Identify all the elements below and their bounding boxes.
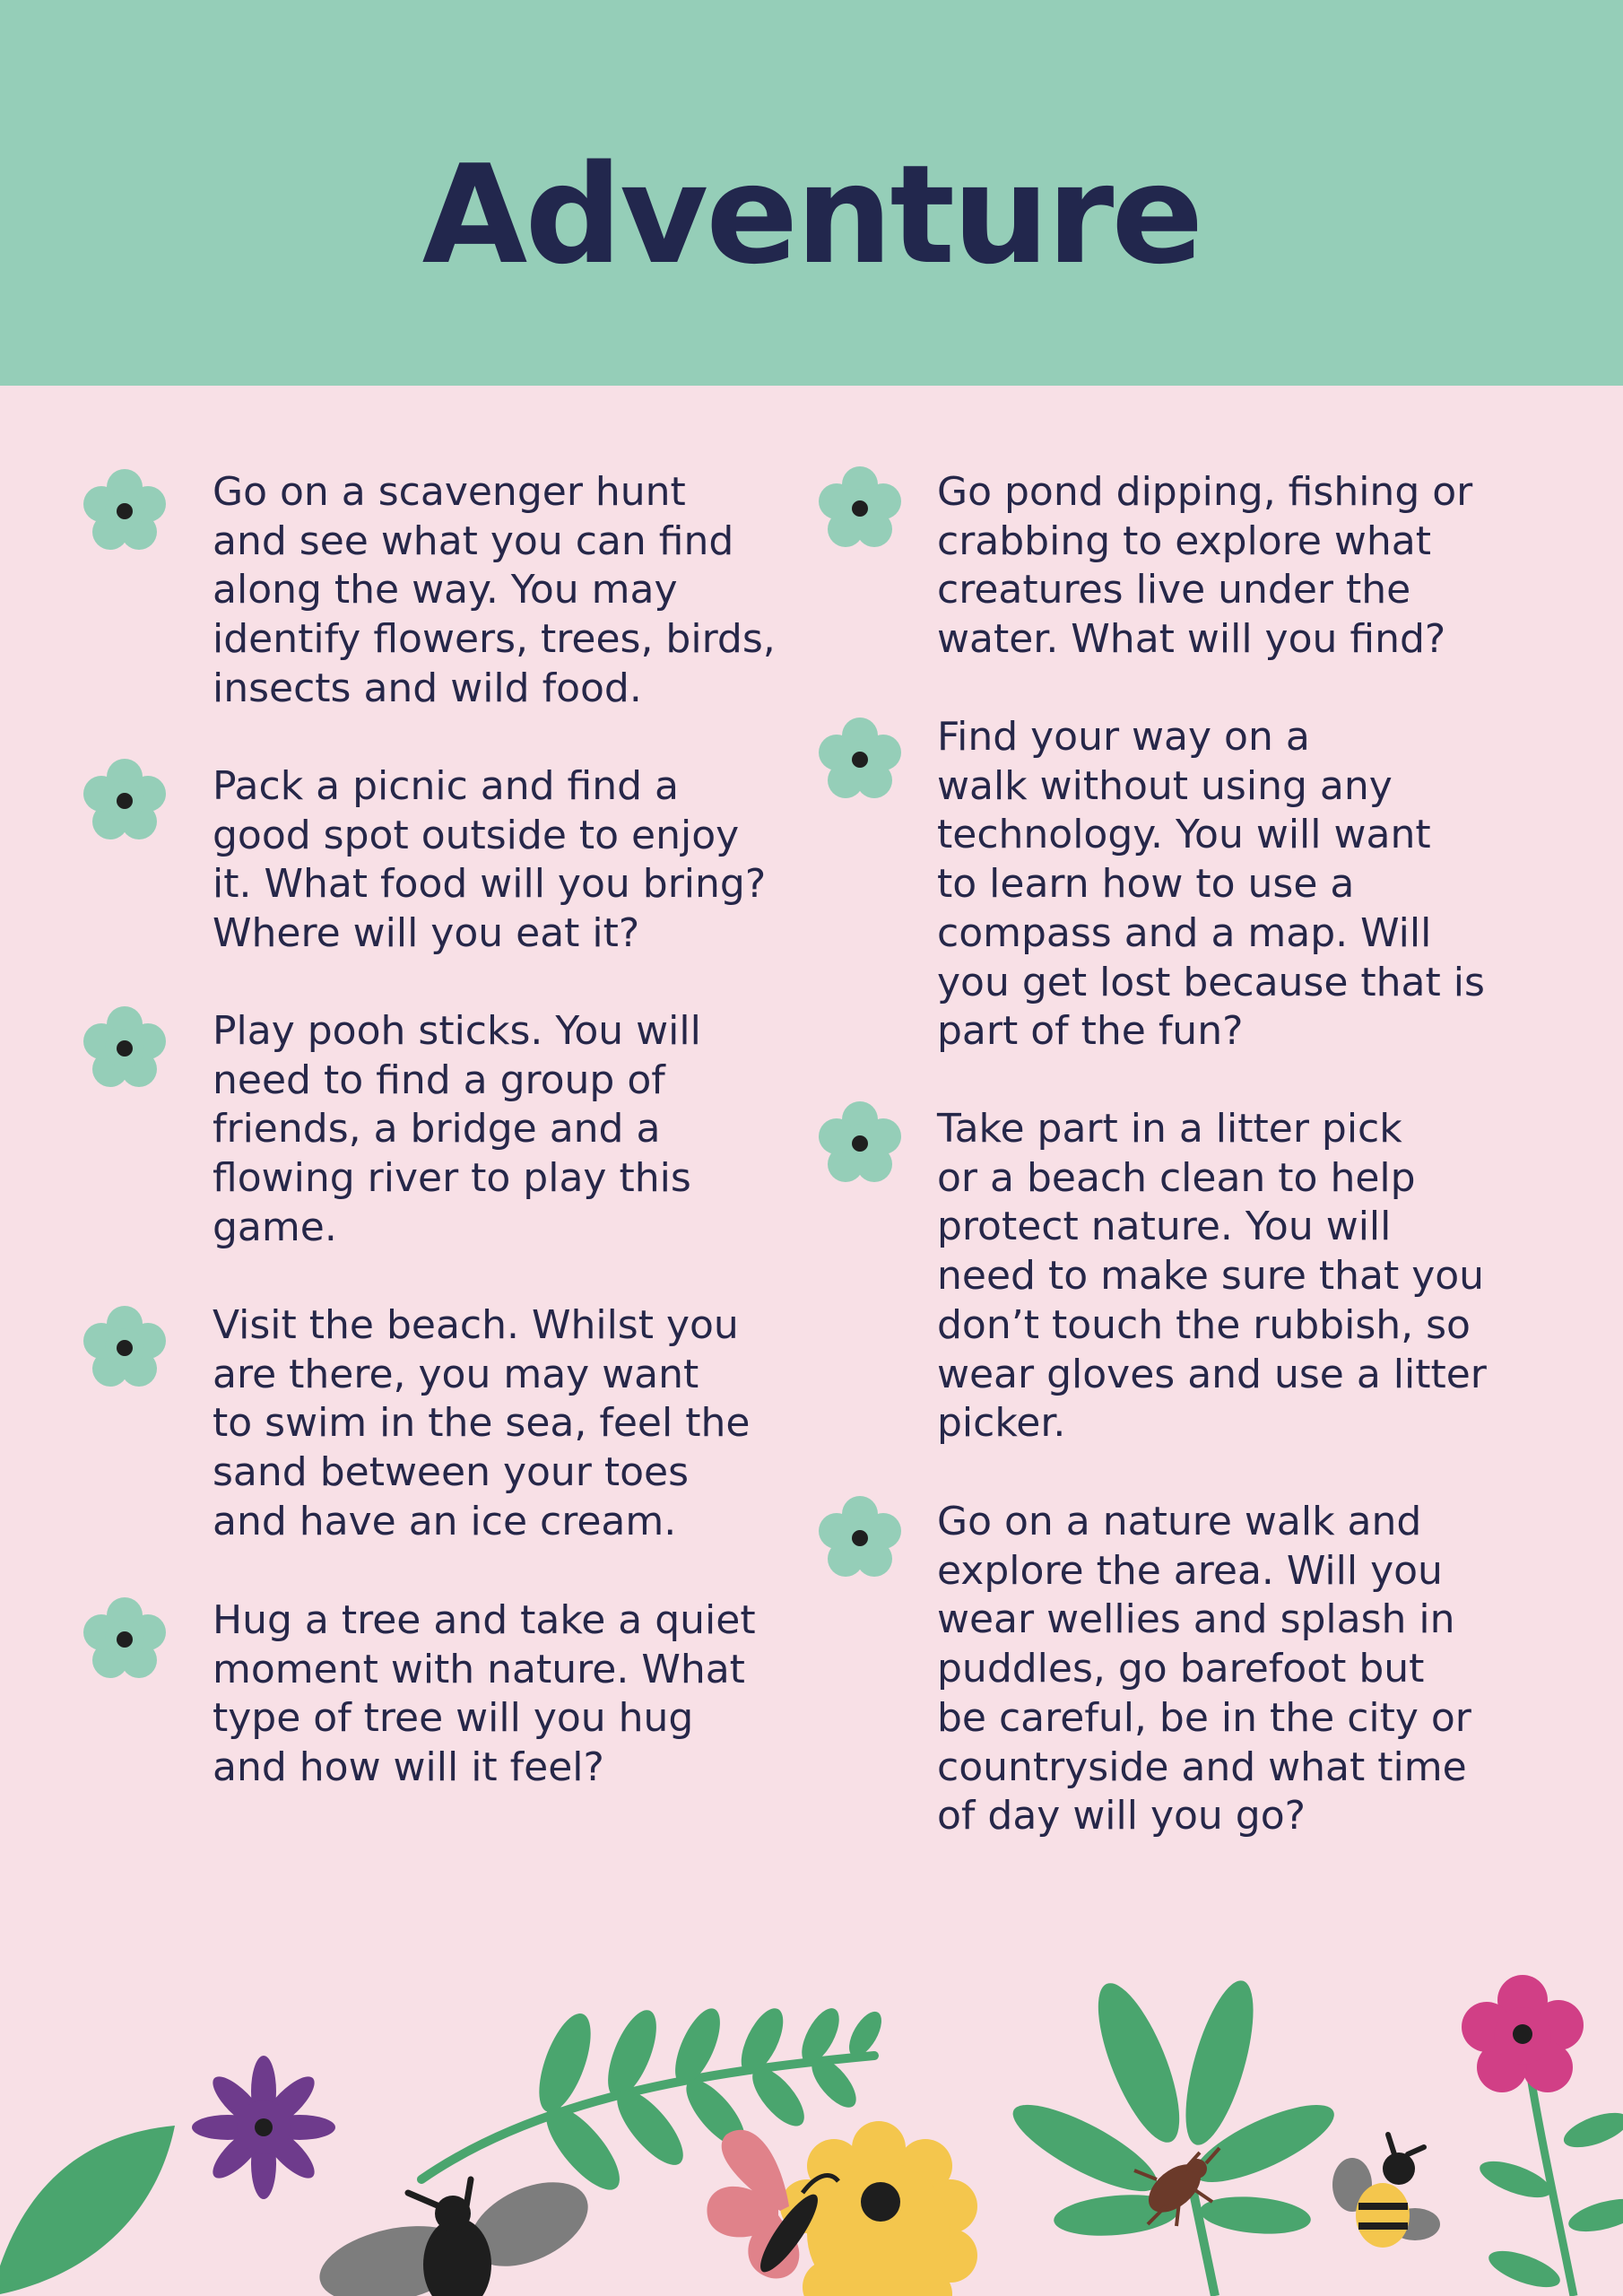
item-text-line: Go pond dipping, fishing or [937,469,1473,515]
item-text-line: need to find a group of [213,1057,665,1103]
item-text-line: protect nature. You will [937,1204,1392,1250]
item-text-line: compass and a map. Will [937,909,1432,956]
flower-icon [811,1489,909,1587]
flower-icon [811,459,909,558]
flower-icon [75,1299,174,1397]
item-text-line: to swim in the sea, feel the [213,1400,751,1447]
nature-decoration [0,1937,1623,2296]
item-text-line: be careful, be in the city or [937,1694,1471,1741]
header-banner [0,0,1623,386]
item-text-line: friends, a bridge and a [213,1106,661,1152]
item-text-line: sand between your toes [213,1449,690,1496]
item-text-line: of day will you go? [937,1793,1306,1839]
flower-icon [75,1590,174,1689]
palm-leaves-icon [1002,1974,1343,2296]
item-text-line: countryside and what time [937,1744,1467,1790]
item-text-line: Take part in a litter pick [937,1106,1402,1152]
item-text-line: Go on a nature walk and [937,1499,1422,1544]
pink-flower-icon [1462,1975,1623,2296]
flower-icon [75,999,174,1098]
item-text-line: moment with nature. What [213,1646,745,1692]
item-text-line: picker. [937,1400,1066,1447]
item-text-line: technology. You will want [937,812,1431,858]
item-text-line: type of tree will you hug [213,1695,694,1742]
page-title: Adventure [421,135,1202,294]
item-text-line: and how will it feel? [213,1744,604,1791]
item-text-line: part of the fun? [937,1008,1244,1055]
item-text-line: explore the area. Will you [937,1547,1443,1594]
item-text-line: don’t touch the rubbish, so [937,1301,1471,1348]
leaf-icon [0,2126,175,2296]
item-text-line: are there, you may want [213,1351,699,1397]
purple-flower-icon [192,2056,335,2199]
item-text-line: puddles, go barefoot but [937,1646,1425,1692]
item-text-line: it. What food will you bring? [213,861,767,908]
item-text-line: and have an ice cream. [213,1498,677,1544]
item-text-line: Hug a tree and take a quiet [213,1597,756,1643]
item-text-line: Find your way on a [937,714,1310,760]
item-text-line: water. What will you find? [937,616,1446,663]
item-text-line: along the way. You may [213,567,678,613]
item-text-line: Visit the beach. Whilst you [213,1302,739,1348]
item-text-line: and see what you can find [213,517,734,564]
item-text-line: need to make sure that you [937,1253,1485,1300]
item-text-line: Go on a scavenger hunt [213,469,686,515]
item-text-line: creatures live under the [937,567,1411,613]
item-text-line: wear wellies and splash in [937,1596,1455,1643]
item-text-line: Play pooh sticks. You will [213,1008,701,1054]
item-text-line: wear gloves and use a litter [937,1351,1487,1397]
item-text-line: Pack a picnic and find a [213,763,680,809]
bee-icon [1332,2135,1440,2248]
item-text-line: or a beach clean to help [937,1154,1416,1201]
item-text-line: game. [213,1204,337,1250]
item-text-line: you get lost because that is [937,959,1485,1005]
item-text-line: crabbing to explore what [937,517,1431,564]
flower-icon [75,462,174,561]
item-text-line: Where will you eat it? [213,910,640,957]
flower-icon [811,710,909,809]
item-text-line: to learn how to use a [937,861,1355,908]
item-text-line: identify flowers, trees, birds, [213,616,776,663]
flower-icon [75,752,174,850]
item-text-line: insects and wild food. [213,665,642,711]
item-text-line: good spot outside to enjoy [213,812,740,858]
item-text-line: flowing river to play this [213,1155,691,1202]
item-text-line: walk without using any [937,762,1393,809]
fly-icon [313,2165,602,2296]
flower-icon [811,1094,909,1193]
